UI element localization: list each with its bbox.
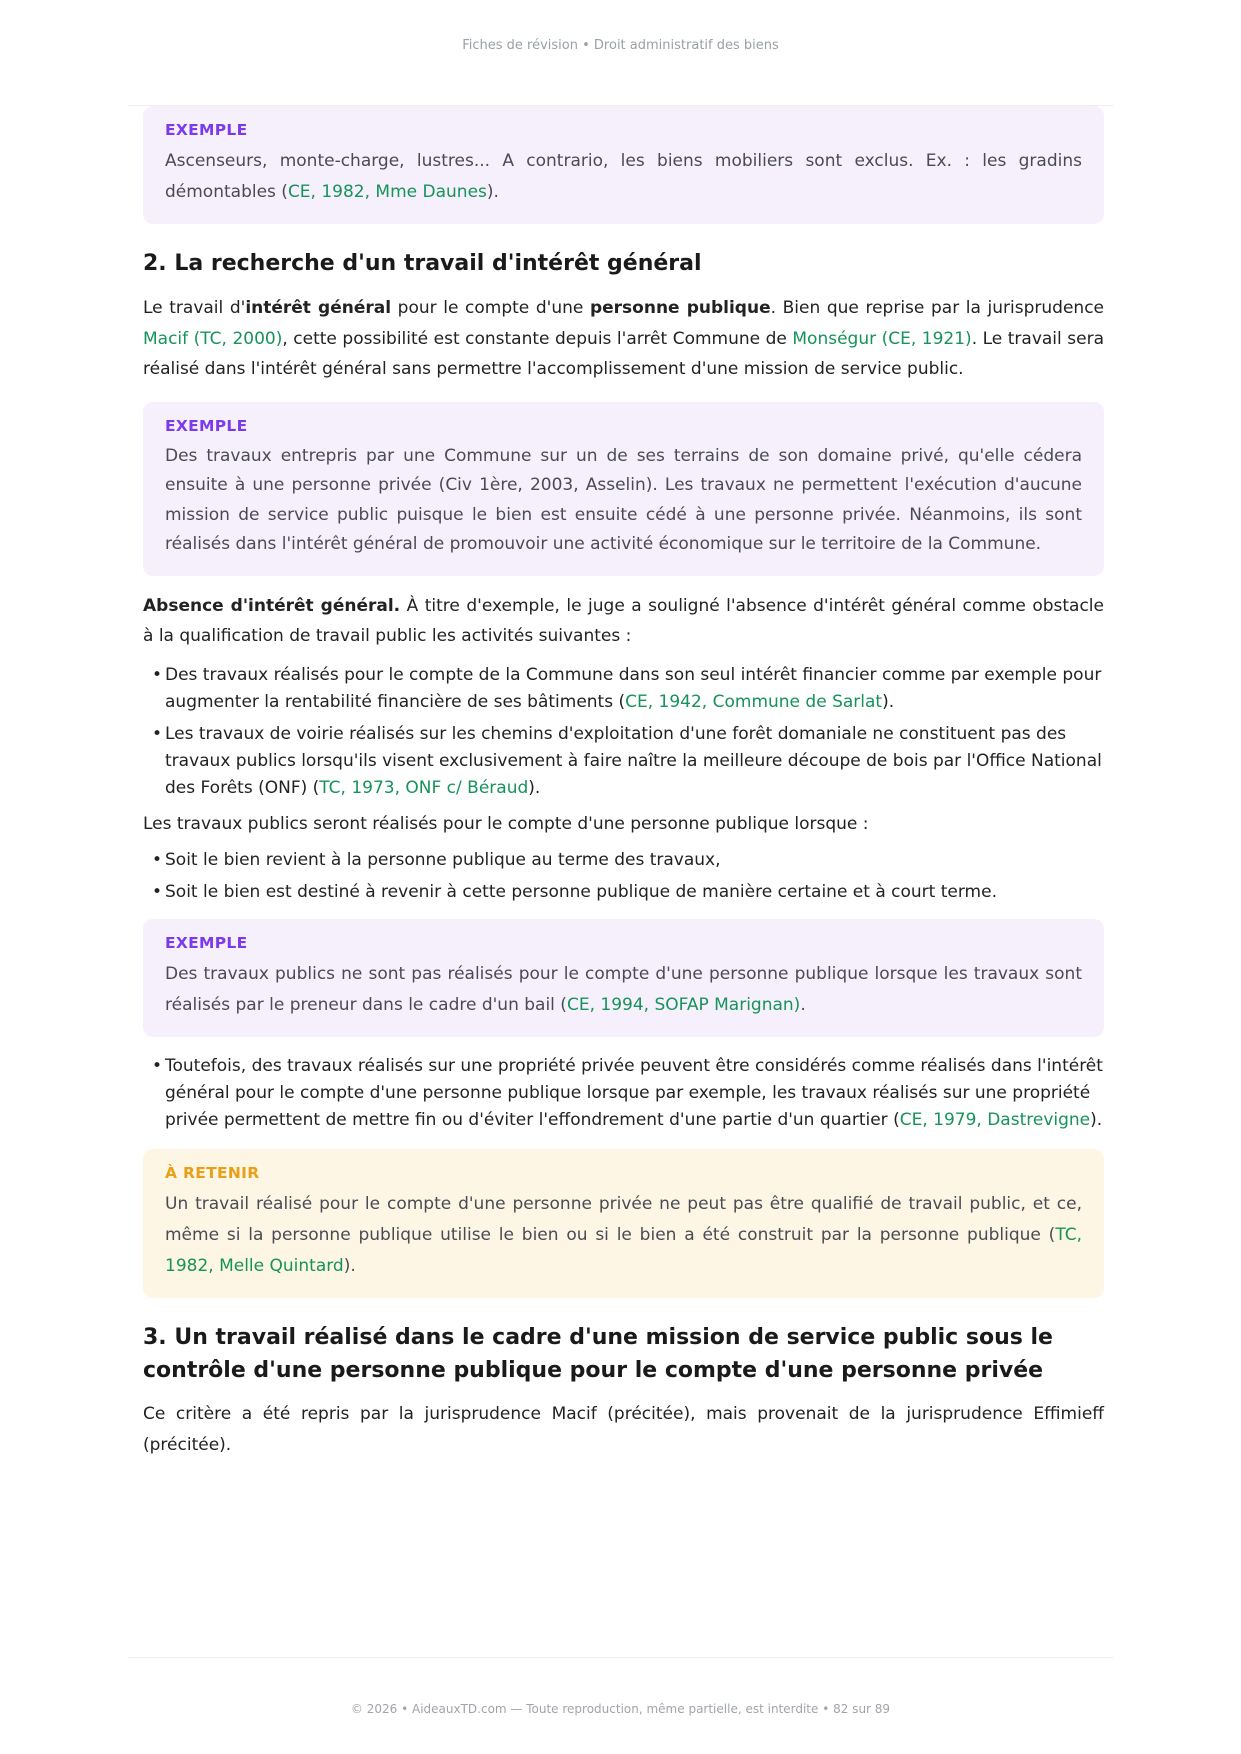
section-heading: 3. Un travail réalisé dans le cadre d'une mission de service public sous le contrôle d'une personne publique pour le compte d'une personne privée <box>143 1325 1053 1383</box>
page-content <box>143 106 1104 1460</box>
footer-divider <box>128 1657 1113 1658</box>
paragraph: Ce critère a été repris par la jurisprudence Macif (précitée), mais provenait de la jurisprudence Effimieff (précitée). <box>143 1404 1104 1455</box>
example-title: EXEMPLE <box>165 416 248 435</box>
list-item: • Soit le bien est destiné à revenir à cette personne publique de manière certaine et à court terme. <box>143 879 1104 906</box>
case-citation: TC, 1973, ONF c/ Béraud <box>319 777 529 798</box>
case-citation: CE, 1982, Mme Daunes <box>287 182 487 202</box>
case-citation: CE, 1942, Commune de Sarlat <box>625 691 883 712</box>
page-header: Fiches de révision • Droit administratif des biens <box>462 38 779 53</box>
section-heading: 2. La recherche d'un travail d'intérêt général <box>143 251 702 276</box>
paragraph: Le travail d'intérêt général pour le compte d'une personne publique. Bien que reprise par la jurisprudence Macif (TC, 2000), cette possibilité est constante depuis l'arrêt Commune de Monségur (CE, 1921). Le travail sera réalisé dans l'intérêt général sans permettre l'accomplissement d'une mission de service public. <box>143 298 1104 379</box>
example-text: Ascenseurs, monte-charge, lustres... A contrario, les biens mobiliers sont exclus. Ex. : les gradins démontables (CE, 1982, Mme Daunes). <box>165 151 1082 202</box>
retain-box <box>143 1149 1104 1298</box>
paragraph: Absence d'intérêt général. À titre d'exemple, le juge a souligné l'absence d'intérêt général comme obstacle à la qualification de travail public les activités suivantes : <box>143 595 1104 646</box>
bullet-list <box>143 847 1104 906</box>
case-citation: Macif (TC, 2000) <box>143 328 283 349</box>
retain-title: À RETENIR <box>165 1164 260 1182</box>
example-box <box>143 106 1104 224</box>
example-box <box>143 919 1104 1037</box>
retain-text: Un travail réalisé pour le compte d'une personne privée ne peut pas être qualifié de travail public, et ce, même si la personne publique utilise le bien ou si le bien a été construit par la personne publique (TC, 1982, Melle Quintard). <box>165 1194 1082 1276</box>
list-item: • Toutefois, des travaux réalisés sur une propriété privée peuvent être considérés comme réalisés dans l'intérêt général pour le compte d'une personne publique lorsque par exemple, les travaux réalisés sur une propriété privée permettent de mettre fin ou d'éviter l'effondrement d'une partie d'un quartier (CE, 1979, Dastrevigne). <box>143 1053 1104 1134</box>
bullet-list <box>143 1053 1104 1134</box>
case-citation: CE, 1979, Dastrevigne <box>899 1110 1091 1130</box>
example-text: Des travaux publics ne sont pas réalisés pour le compte d'une personne publique lorsque les travaux sont réalisés par le preneur dans le cadre d'un bail (CE, 1994, SOFAP Marignan). <box>165 964 1082 1015</box>
example-text: Des travaux entrepris par une Commune sur un de ses terrains de son domaine privé, qu'elle cédera ensuite à une personne privée (Civ 1ère, 2003, Asselin). Les travaux ne permettent l'exécution d'aucune mission de service public puisque le bien est ensuite cédé à une personne privée. Néanmoins, ils sont réalisés dans l'intérêt général de promouvoir une activité économique sur le territoire de la Commune. <box>165 445 1082 554</box>
bullet-list <box>143 662 1104 802</box>
case-citation: CE, 1994, SOFAP Marignan) <box>566 995 801 1015</box>
example-box <box>143 402 1104 576</box>
list-item: • Soit le bien revient à la personne publique au terme des travaux, <box>143 847 1104 874</box>
example-title: EXEMPLE <box>165 121 248 139</box>
page-footer: © 2026 • AideauxTD.com — Toute reproduction, même partielle, est interdite • 82 sur 89 <box>350 1702 891 1716</box>
list-item: • Les travaux de voirie réalisés sur les chemins d'exploitation d'une forêt domaniale ne constituent pas des travaux publics lorsqu'ils visent exclusivement à faire naître la meilleure découpe de bois par l'Office National des Forêts (ONF) (TC, 1973, ONF c/ Béraud). <box>143 721 1104 802</box>
list-item: • Des travaux réalisés pour le compte de la Commune dans son seul intérêt financier comme par exemple pour augmenter la rentabilité financière de ses bâtiments (CE, 1942, Commune de Sarlat). <box>143 662 1104 716</box>
example-title: EXEMPLE <box>165 934 248 952</box>
paragraph: Les travaux publics seront réalisés pour le compte d'une personne publique lorsque : <box>143 813 869 834</box>
case-citation: Monségur (CE, 1921) <box>792 328 972 349</box>
case-citation: TC, 1982, Melle Quintard <box>165 1225 1082 1276</box>
